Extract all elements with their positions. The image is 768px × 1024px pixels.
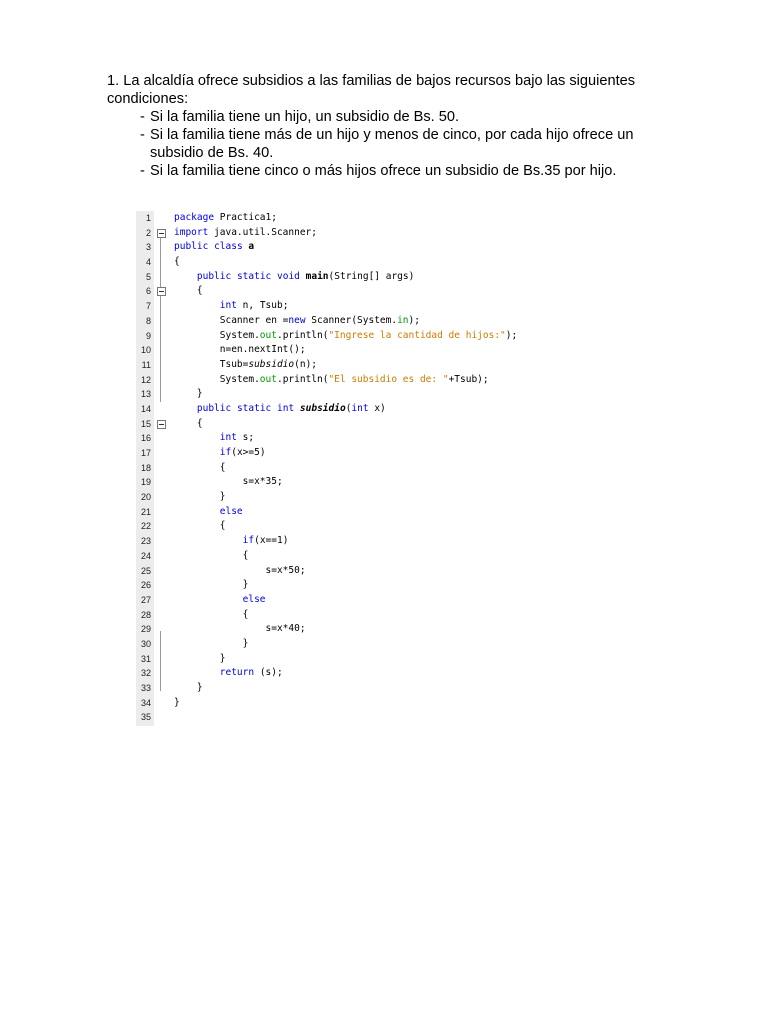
code-lines [136,211,546,725]
code-line [136,564,546,579]
problem-statement [107,72,667,180]
code-line [136,299,546,314]
code-line [136,329,546,344]
line-number: 33 [140,683,151,693]
line-number: 22 [140,521,151,532]
line-number: 4 [145,257,151,268]
code-text: package Practica1; [174,212,277,223]
line-number: 32 [140,668,151,679]
line-number: 18 [140,462,151,473]
line-number: 15 [140,418,151,429]
line-number: 16 [140,433,151,444]
fold-toggle-icon[interactable] [157,229,166,238]
code-line [136,505,546,520]
line-number: 25 [140,565,151,576]
code-text: { [174,417,203,429]
code-editor-screenshot [136,211,546,726]
code-text: { [174,520,226,532]
code-text: public static void main(String[] args) [196,270,415,282]
code-line [136,681,546,696]
code-text: import java.util.Scanner; [174,226,317,238]
line-number: 27 [140,594,151,605]
code-line [136,314,546,329]
line-number: 14 [140,403,151,414]
line-number: 35 [140,712,151,723]
code-text: s=x*40; [174,623,306,635]
condition-item: - Si la familia tiene un hijo, un subsidio de Bs. 50. [140,109,460,125]
code-line [136,373,546,388]
line-number: 23 [140,536,151,547]
line-number: 12 [140,374,151,385]
line-number: 8 [145,315,151,326]
fold-toggle-icon[interactable] [157,287,166,296]
code-text: else [242,593,266,605]
condition-item: - Si la familia tiene cinco o más hijos ofrece un subsidio de Bs.35 por hijo. [140,163,617,179]
code-line [136,534,546,549]
code-text: return (s); [219,667,283,679]
line-number: 7 [145,301,151,312]
code-line [136,240,546,255]
conditions-list [140,108,667,180]
line-number: 2 [145,227,151,238]
line-number: 31 [140,653,151,664]
code-line [136,211,546,226]
code-line [136,578,546,593]
line-number: 30 [140,638,151,649]
line-number: 29 [140,624,151,635]
line-number: 3 [145,242,151,253]
line-number: 17 [140,448,151,458]
code-text: } [174,579,249,591]
code-line [136,622,546,637]
code-text: Scanner en =new Scanner(System.in); [174,314,420,326]
code-line [136,343,546,358]
fold-toggle-icon[interactable] [157,420,166,429]
line-number: 19 [140,477,151,488]
code-line [136,710,546,725]
code-line [136,417,546,432]
code-text: } [174,696,180,708]
code-text: } [174,637,249,649]
line-number: 26 [140,580,151,591]
code-line [136,637,546,652]
code-line [136,255,546,270]
code-line [136,608,546,623]
code-text: } [174,491,226,503]
code-line [136,284,546,299]
code-line [136,475,546,490]
code-line [136,666,546,681]
code-text: Tsub=subsidio(n); [174,358,318,370]
code-line [136,593,546,608]
code-line [136,549,546,564]
line-number: 24 [140,550,151,561]
code-text: { [174,608,249,620]
code-text: if(x>=5) [219,447,266,458]
code-line [136,226,546,241]
line-number: 9 [145,330,151,341]
code-text: { [174,549,249,561]
code-line [136,696,546,711]
line-number: 21 [140,506,151,517]
code-line [136,652,546,667]
code-text: System.out.println("El subsidio es de: "+Tsub); [174,373,489,385]
code-line [136,519,546,534]
line-number: 11 [141,359,151,370]
code-text: } [174,652,226,664]
code-line [136,358,546,373]
code-text: int s; [219,432,255,444]
code-text: public static int subsidio(int x) [196,402,386,414]
code-line [136,461,546,476]
condition-item: - Si la familia tiene más de un hijo y menos de cinco, por cada hijo ofrece un subsidio de Bs. 40. [140,127,634,161]
code-text: n=en.nextInt(); [174,344,306,356]
code-text: System.out.println("Ingrese la cantidad de hijos:"); [174,329,518,341]
code-text: s=x*35; [174,476,283,488]
code-line [136,490,546,505]
line-number: 1 [145,213,151,223]
code-text: public class a [174,241,255,253]
code-text: { [174,461,226,473]
line-number: 6 [145,286,151,297]
code-line [136,402,546,417]
code-text: { [174,256,180,268]
line-number: 20 [140,492,151,503]
line-number: 13 [140,389,151,400]
code-text: else [219,505,243,517]
problem-intro: 1. La alcaldía ofrece subsidios a las familias de bajos recursos bajo las siguientes condiciones: [107,73,636,107]
code-line [136,431,546,446]
code-text: { [174,285,203,297]
code-line [136,446,546,461]
code-text: } [174,388,203,400]
line-number: 10 [140,345,151,356]
code-text: if(x==1) [242,535,289,547]
code-text: s=x*50; [174,564,306,576]
line-number: 34 [140,697,151,708]
code-text: int n, Tsub; [219,300,289,312]
code-line [136,387,546,402]
code-text: } [174,682,203,693]
line-number: 28 [140,609,151,620]
code-line [136,270,546,285]
line-number: 5 [145,271,151,282]
